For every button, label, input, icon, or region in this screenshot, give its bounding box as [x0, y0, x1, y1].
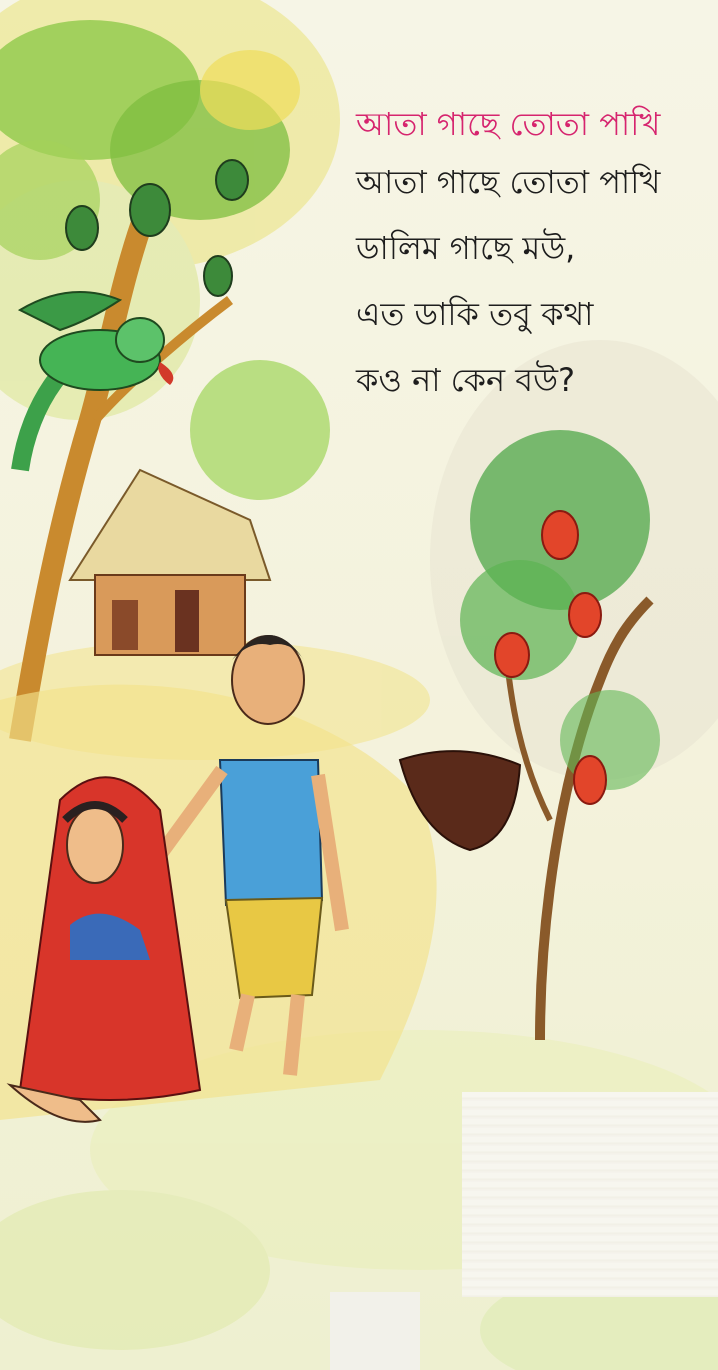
blank-redaction-box [462, 1092, 718, 1297]
poem-line-4: কও না কেন বউ? [356, 361, 576, 399]
poem-line-3: এত ডাকি তবু কথা [356, 295, 594, 333]
poem-title: আতা গাছে তোতা পাখি [356, 105, 661, 143]
blank-redaction-strip [330, 1292, 420, 1370]
poem-line-1: আতা গাছে তোতা পাখি [356, 163, 661, 201]
poem [356, 104, 696, 426]
poem-line-2: ডালিম গাছে মউ, [356, 229, 576, 267]
